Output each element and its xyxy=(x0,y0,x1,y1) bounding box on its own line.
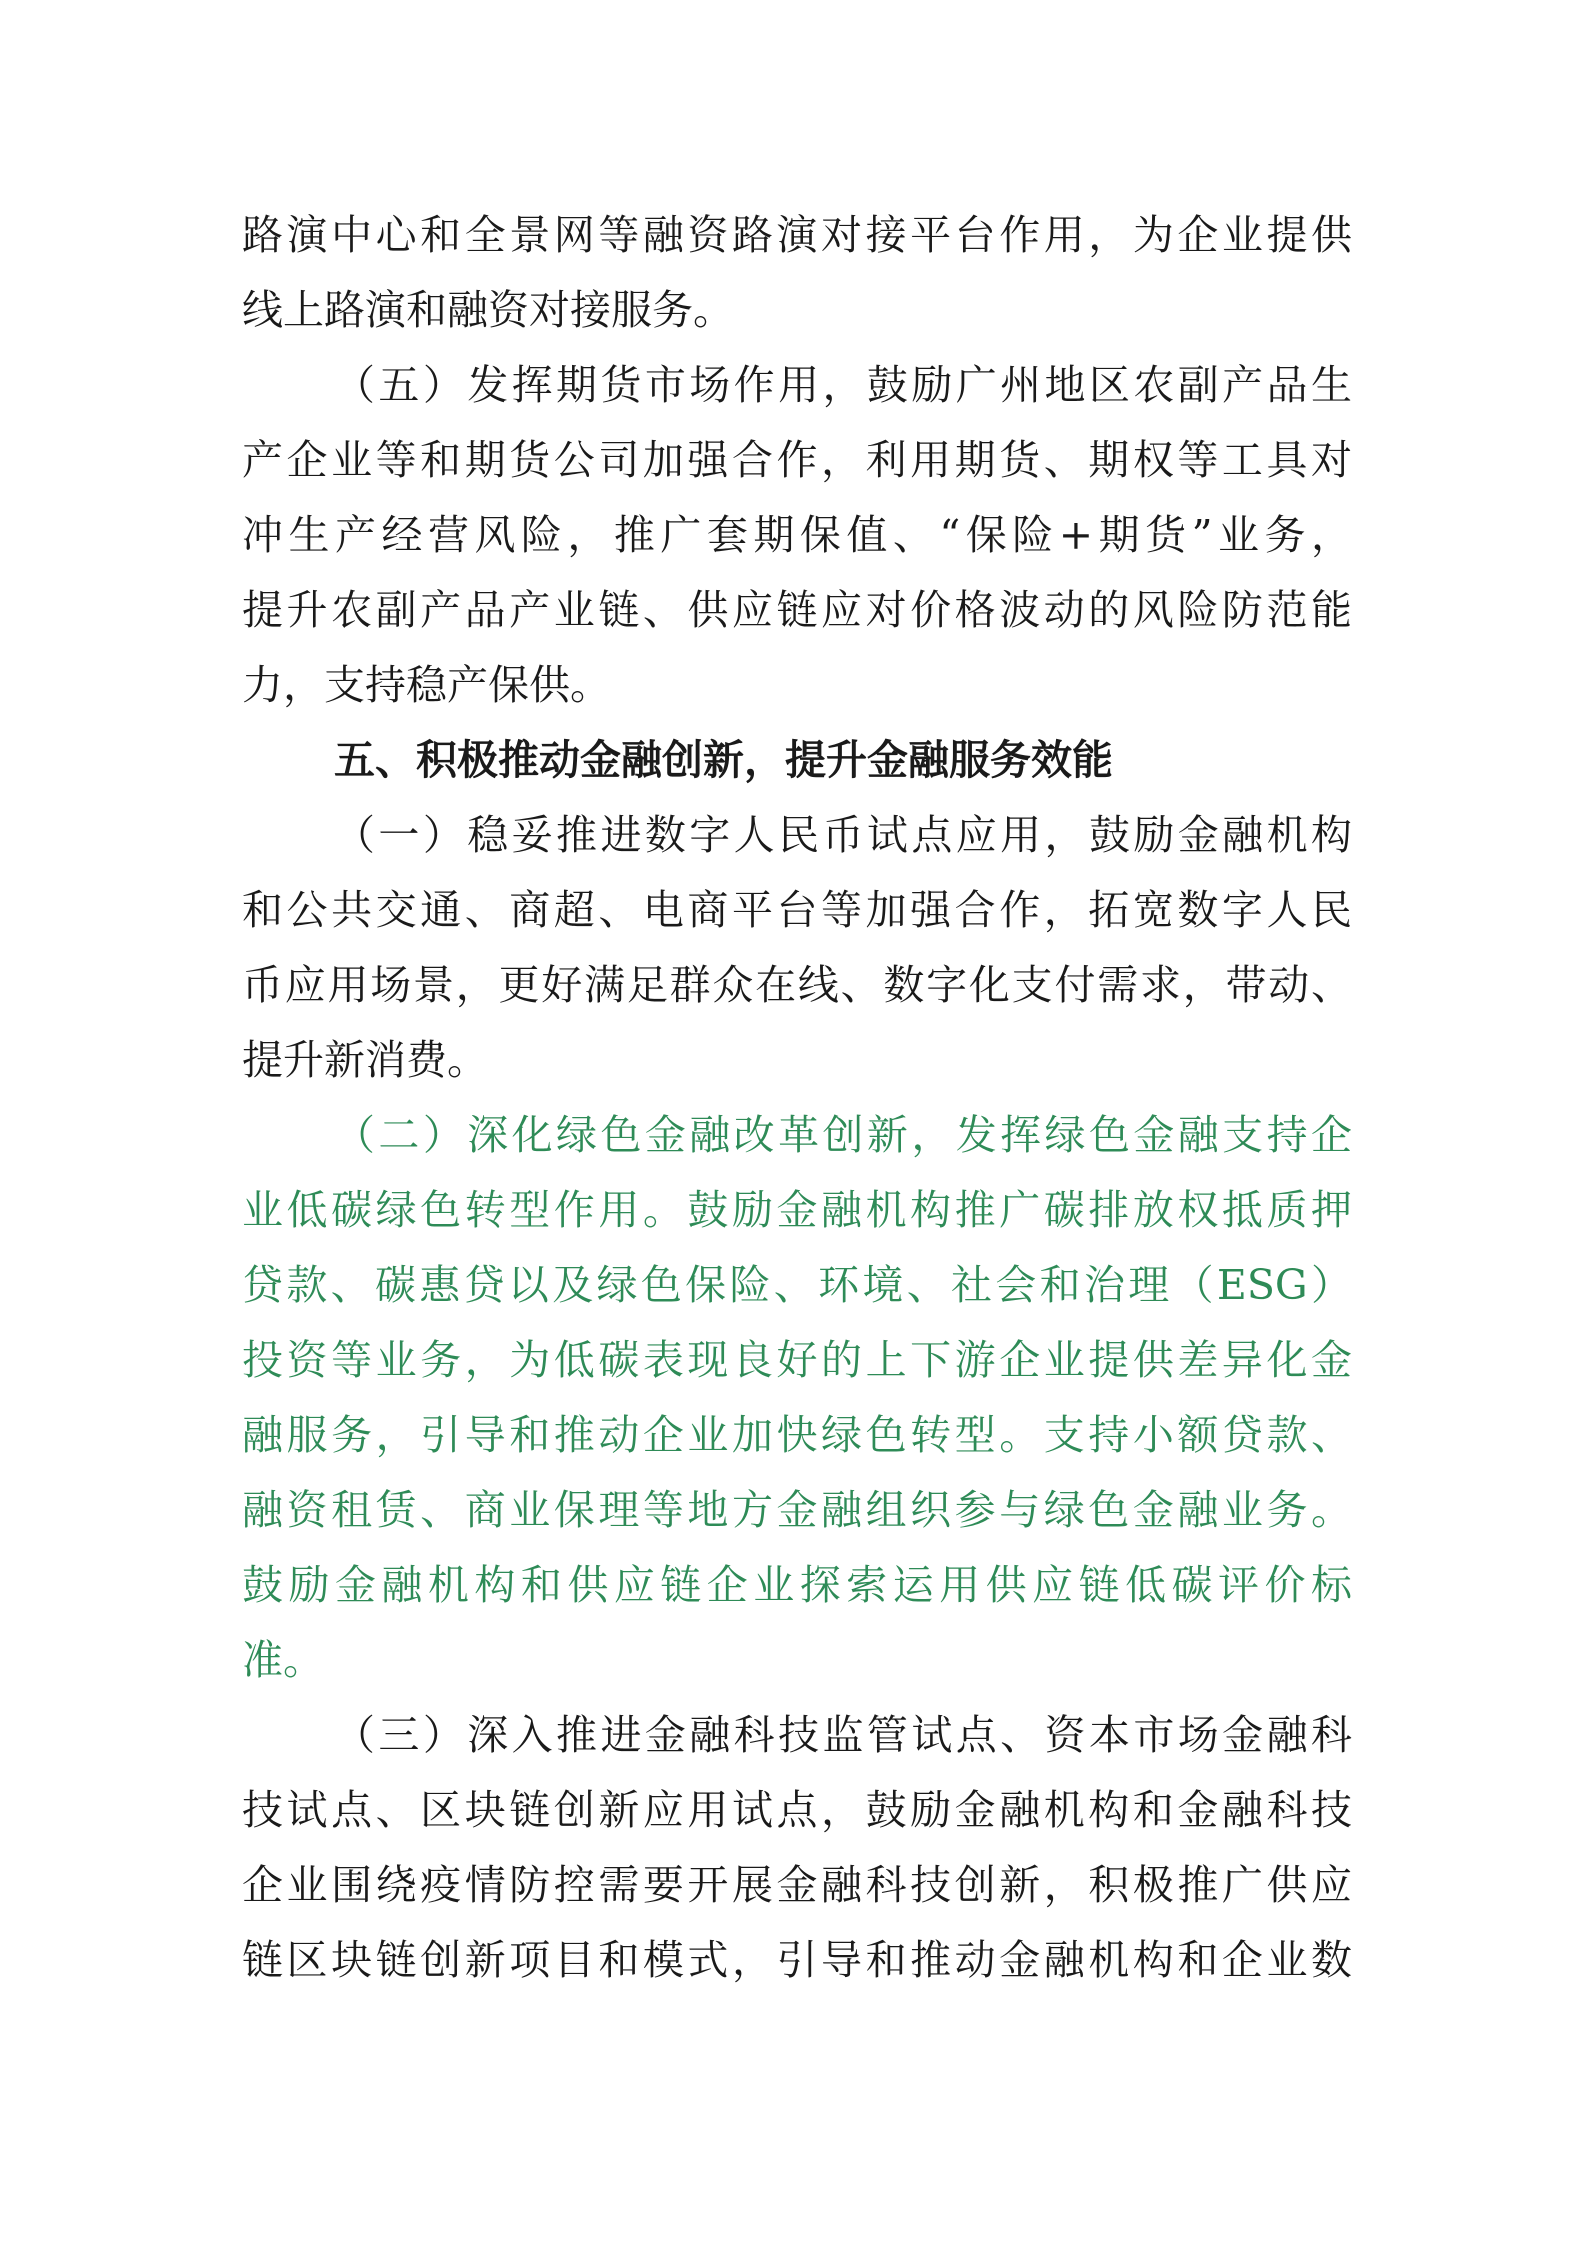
text-line: 冲生产经营风险，推广套期保值、“保险+期货”业务， xyxy=(242,511,1352,559)
text-line: （五）发挥期货市场作用，鼓励广州地区农副产品生 xyxy=(334,361,1352,409)
text-line: 产企业等和期货公司加强合作，利用期货、期权等工具对 xyxy=(242,436,1352,484)
text-line: 准。 xyxy=(242,1636,324,1684)
text-line: 力，支持稳产保供。 xyxy=(242,661,611,709)
text-line: 币应用场景，更好满足群众在线、数字化支付需求，带动、 xyxy=(242,961,1352,1009)
text-line: 技试点、区块链创新应用试点，鼓励金融机构和金融科技 xyxy=(242,1786,1352,1834)
text-line: 提升农副产品产业链、供应链应对价格波动的风险防范能 xyxy=(242,586,1352,634)
text-line: 路演中心和全景网等融资路演对接平台作用，为企业提供 xyxy=(242,211,1352,259)
text-line: （三）深入推进金融科技监管试点、资本市场金融科 xyxy=(334,1711,1352,1759)
text-line: 线上路演和融资对接服务。 xyxy=(242,286,734,334)
document-body xyxy=(242,198,1352,1998)
text-line: 投资等业务，为低碳表现良好的上下游企业提供差异化金 xyxy=(242,1336,1352,1384)
paragraph-futures-market xyxy=(242,348,1352,723)
text-line: （一）稳妥推进数字人民币试点应用，鼓励金融机构 xyxy=(334,811,1352,859)
paragraph-roadshow xyxy=(242,198,1352,348)
text-line: 和公共交通、商超、电商平台等加强合作，拓宽数字人民 xyxy=(242,886,1352,934)
text-line: 企业围绕疫情防控需要开展金融科技创新，积极推广供应 xyxy=(242,1861,1352,1909)
text-line: 贷款、碳惠贷以及绿色保险、环境、社会和治理（ESG） xyxy=(242,1261,1352,1309)
text-line: 业低碳绿色转型作用。鼓励金融机构推广碳排放权抵质押 xyxy=(242,1186,1352,1234)
text-line: 鼓励金融机构和供应链企业探索运用供应链低碳评价标 xyxy=(242,1561,1352,1609)
section-heading: 五、积极推动金融创新，提升金融服务效能 xyxy=(334,736,1113,784)
paragraph-fintech xyxy=(242,1698,1352,1998)
text-line: （二）深化绿色金融改革创新，发挥绿色金融支持企 xyxy=(334,1111,1352,1159)
paragraph-digital-rmb xyxy=(242,798,1352,1098)
section-heading-five xyxy=(242,723,1352,798)
text-line: 融资租赁、商业保理等地方金融组织参与绿色金融业务。 xyxy=(242,1486,1352,1534)
text-line: 融服务，引导和推动企业加快绿色转型。支持小额贷款、 xyxy=(242,1411,1352,1459)
paragraph-green-finance xyxy=(242,1098,1352,1698)
text-line: 链区块链创新项目和模式，引导和推动金融机构和企业数 xyxy=(242,1936,1352,1984)
text-line: 提升新消费。 xyxy=(242,1036,488,1084)
